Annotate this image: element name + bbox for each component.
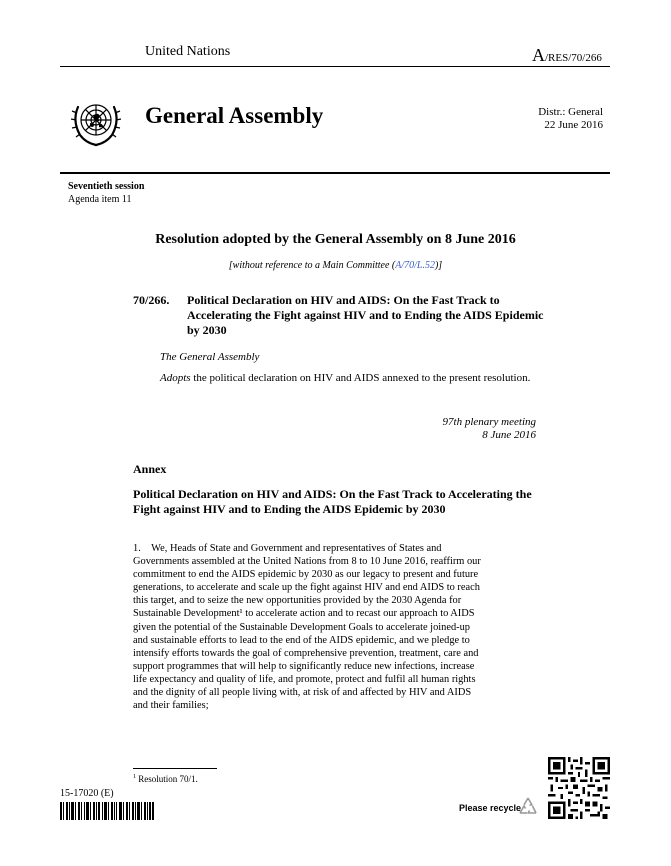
paragraph-line: Sustainable Development¹ to accelerate action and to recast our approach to AIDS [133, 608, 475, 620]
resolution-title: Resolution adopted by the General Assembly on 8 June 2016 [155, 232, 516, 247]
paragraph-line: and their families; [133, 700, 209, 712]
adopts-verb: Adopts [160, 372, 191, 384]
adopts-text: the political declaration on HIV and AIDS annexed to the present resolution. [190, 372, 531, 384]
document-code: 15-17020 (E) [60, 788, 114, 799]
committee-link[interactable]: A/70/L.52 [395, 260, 435, 271]
footnote-rule [133, 768, 217, 769]
distribution-block [538, 106, 603, 132]
document-symbol [532, 45, 602, 66]
committee-text: [without reference to a Main Committee ( [228, 260, 396, 271]
paragraph-line: 1. We, Heads of State and Government and representatives of States and [133, 543, 442, 554]
document-symbol-prefix: A [532, 45, 545, 65]
agenda-item: Agenda item 11 [68, 194, 132, 205]
distribution-date: 22 June 2016 [544, 119, 603, 131]
footnote-mark: 1 [133, 774, 136, 780]
paragraph-line: commitment to end the AIDS epidemic by 2030 as our legacy to present and future [133, 569, 479, 581]
organ-title: General Assembly [145, 103, 324, 128]
committee-reference [0, 260, 671, 271]
qr-code-icon [548, 757, 610, 819]
assembly-label: The General Assembly [160, 351, 260, 363]
annex-heading: Annex [133, 462, 167, 476]
footnote [133, 774, 198, 784]
resolution-number: 70/266. [133, 293, 170, 307]
paragraph-line: support programmes that will help to significantly reduce new infections, increase [133, 660, 475, 672]
paragraph-line: life expectancy and quality of life, and promote, protect and fulfil all human rights [133, 673, 476, 685]
annex-paragraph-1 [133, 542, 536, 712]
header-rule [60, 66, 610, 67]
operative-paragraph [133, 372, 536, 385]
paragraph-line: Governments assembled at the United Nations from 8 to 10 June 2016, reaffirm our [133, 556, 481, 568]
annex-title: Political Declaration on HIV and AIDS: On the Fast Track to Accelerating the Fight against HIV and to Ending the AIDS Epidemic by 2030 [133, 487, 532, 516]
paragraph-line: this target, and to seize the new opportunities provided by the 2030 Agenda for [133, 595, 462, 607]
session-label: Seventieth session [68, 181, 145, 192]
meeting-block [443, 416, 536, 442]
paragraph-line: and sustainable efforts to lead to the end of the AIDS epidemic, and we pledge to [133, 634, 470, 646]
meeting-date: 8 June 2016 [482, 429, 536, 441]
committee-text-close: )] [434, 260, 443, 271]
declaration-title: Political Declaration on HIV and AIDS: On the Fast Track to Accelerating the Fight against HIV and to Ending the AIDS Epidemic by 2030 [187, 293, 544, 337]
barcode-icon [60, 802, 154, 820]
header-thick-rule [60, 172, 610, 174]
paragraph-line: and the dignity of all people living with, at risk of and affected by HIV and AIDS [133, 687, 472, 699]
recycle-label: Please recycle [459, 803, 522, 813]
paragraph-line: intensify efforts towards the goal of comprehensive prevention, treatment, care and [133, 647, 479, 659]
organization-name: United Nations [145, 44, 231, 59]
un-emblem-icon [68, 93, 124, 149]
session-block [68, 180, 144, 206]
meeting-name: 97th plenary meeting [442, 416, 536, 428]
distribution-line: Distr.: General [538, 106, 603, 118]
paragraph-line: given the potential of the Sustainable Development Goals to accelerate joined-up [133, 621, 471, 633]
document-symbol-rest: /RES/70/266 [545, 52, 602, 64]
footnote-text: Resolution 70/1. [136, 774, 198, 784]
recycle-icon [516, 795, 540, 819]
paragraph-line: generations, to accelerate and scale up the fight against HIV and end AIDS to reach [133, 582, 480, 594]
